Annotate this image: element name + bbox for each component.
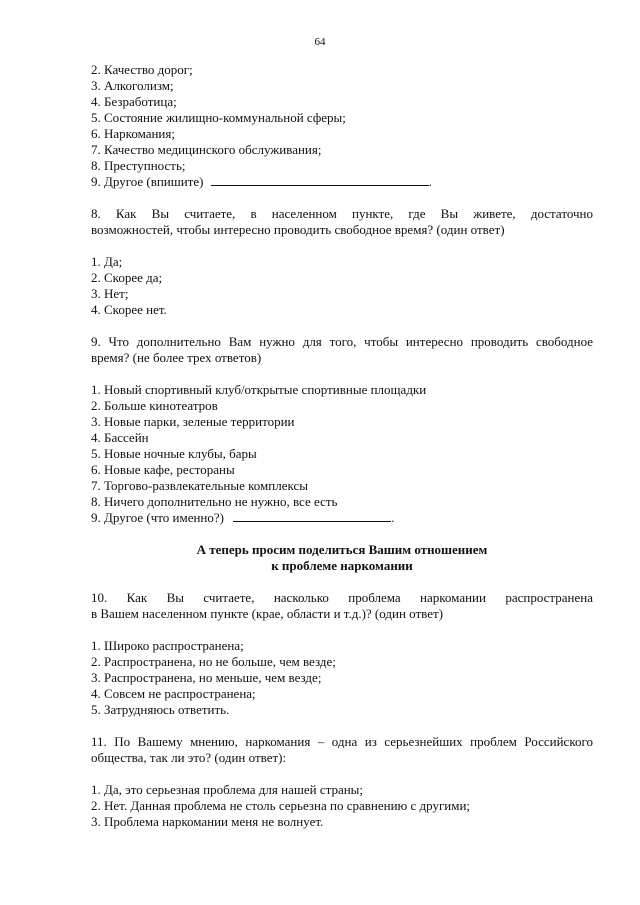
other-end: . bbox=[391, 510, 395, 525]
list-item: 8. Преступность; bbox=[91, 158, 186, 173]
other-label: 9. Другое (впишите) bbox=[91, 174, 204, 189]
answer-option[interactable]: 3. Новые парки, зеленые территории bbox=[91, 414, 295, 429]
answer-option[interactable]: 4. Совсем не распространена; bbox=[91, 686, 256, 701]
question-11 bbox=[91, 734, 593, 830]
answer-option[interactable]: 7. Торгово-развлекательные комплексы bbox=[91, 478, 308, 493]
answer-option[interactable]: 2. Скорее да; bbox=[91, 270, 163, 285]
list-item: 6. Наркомания; bbox=[91, 126, 175, 141]
page-number: 64 bbox=[314, 36, 326, 48]
question-text: 9. Что дополнительно Вам нужно для того, чтобы интересно проводить свободное bbox=[91, 334, 593, 349]
heading-line: к проблеме наркомании bbox=[271, 558, 413, 573]
section-heading bbox=[91, 542, 593, 574]
list-item: 4. Безработица; bbox=[91, 94, 177, 109]
other-end: . bbox=[428, 174, 433, 189]
answer-option[interactable]: 1. Широко распространена; bbox=[91, 638, 244, 653]
answer-option[interactable]: 1. Да; bbox=[91, 254, 123, 269]
answer-option[interactable]: 3. Проблема наркомании меня не волнует. bbox=[91, 814, 324, 829]
answer-option[interactable]: 5. Затрудняюсь ответить. bbox=[91, 702, 230, 717]
question-text: 11. По Вашему мнению, наркомания – одна из серьезнейших проблем Российского bbox=[91, 734, 593, 749]
answer-option[interactable]: 6. Новые кафе, рестораны bbox=[91, 462, 235, 477]
heading-line: А теперь просим поделиться Вашим отношением bbox=[196, 542, 488, 557]
question-9 bbox=[91, 334, 593, 526]
write-in-blank[interactable] bbox=[211, 174, 429, 186]
answer-option[interactable]: 3. Распространена, но меньше, чем везде; bbox=[91, 670, 322, 685]
questionnaire-page bbox=[91, 62, 593, 830]
answer-option[interactable]: 2. Распространена, но не больше, чем везде; bbox=[91, 654, 336, 669]
other-label: 9. Другое (что именно?) bbox=[91, 510, 224, 525]
answer-option[interactable]: 1. Новый спортивный клуб/открытые спортивные площадки bbox=[91, 382, 427, 397]
answer-option-other[interactable] bbox=[91, 510, 593, 526]
answer-option[interactable]: 4. Бассейн bbox=[91, 430, 149, 445]
question-text: 8. Как Вы считаете, в населенном пункте, где Вы живете, достаточно bbox=[91, 206, 593, 221]
question-8 bbox=[91, 206, 593, 318]
question-text: 10. Как Вы считаете, насколько проблема наркомании распространена bbox=[91, 590, 593, 605]
question-text: в Вашем населенном пункте (крае, области и т.д.)? (один ответ) bbox=[91, 606, 444, 621]
list-item-other bbox=[91, 174, 593, 190]
list-item: 5. Состояние жилищно-коммунальной сферы; bbox=[91, 110, 346, 125]
list-top bbox=[91, 62, 593, 190]
answer-option[interactable]: 4. Скорее нет. bbox=[91, 302, 167, 317]
write-in-blank[interactable] bbox=[233, 510, 391, 522]
answer-option[interactable]: 5. Новые ночные клубы, бары bbox=[91, 446, 257, 461]
list-item: 2. Качество дорог; bbox=[91, 62, 193, 77]
question-text: возможностей, чтобы интересно проводить свободное время? (один ответ) bbox=[91, 222, 505, 237]
answer-option[interactable]: 1. Да, это серьезная проблема для нашей страны; bbox=[91, 782, 364, 797]
question-text: время? (не более трех ответов) bbox=[91, 350, 262, 365]
answer-option[interactable]: 2. Нет. Данная проблема не столь серьезна по сравнению с другими; bbox=[91, 798, 471, 813]
list-item: 3. Алкоголизм; bbox=[91, 78, 174, 93]
answer-option[interactable]: 2. Больше кинотеатров bbox=[91, 398, 218, 413]
answer-option[interactable]: 3. Нет; bbox=[91, 286, 129, 301]
question-10 bbox=[91, 590, 593, 718]
answer-option[interactable]: 8. Ничего дополнительно не нужно, все есть bbox=[91, 494, 338, 509]
list-item: 7. Качество медицинского обслуживания; bbox=[91, 142, 322, 157]
question-text: общества, так ли это? (один ответ): bbox=[91, 750, 287, 765]
